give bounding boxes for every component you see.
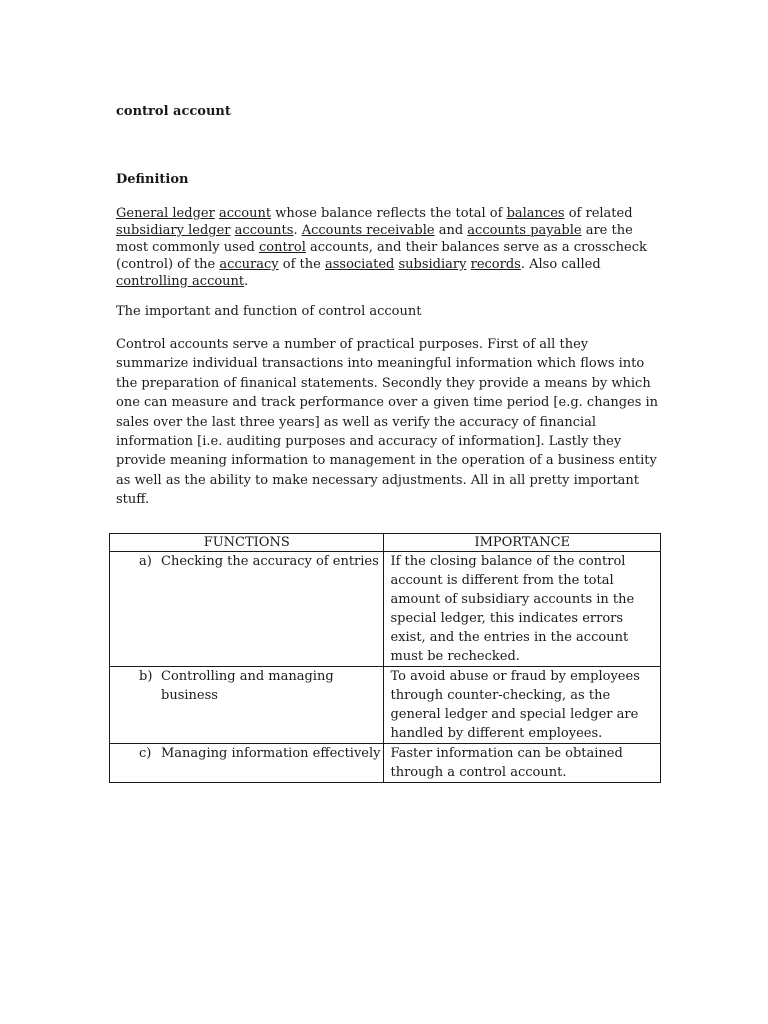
definition-text: accounts, and their balances serve as a crosscheck (control) of the xyxy=(116,240,647,272)
importance-cell: Faster information can be obtained through a control account. xyxy=(384,744,661,783)
definition-text: are the most commonly used xyxy=(116,223,633,255)
definition-text: . xyxy=(244,274,249,289)
definition-link[interactable]: controlling account xyxy=(116,274,245,289)
definition-heading: Definition xyxy=(116,172,189,187)
column-header-functions: FUNCTIONS xyxy=(110,534,384,552)
definition-text: and xyxy=(434,223,468,238)
function-cell xyxy=(110,667,384,744)
functions-table xyxy=(109,533,661,783)
definition-text: . Also called xyxy=(520,257,601,272)
column-header-importance: IMPORTANCE xyxy=(384,534,661,552)
definition-link[interactable]: associated xyxy=(324,257,395,272)
list-marker: c) xyxy=(139,746,152,761)
definition-link[interactable]: accounts payable xyxy=(467,223,582,238)
definition-link[interactable]: control xyxy=(258,240,306,255)
importance-paragraph: Control accounts serve a number of practical purposes. First of all they summarize individual transactions into meaningful information which flows into the preparation of finanical statements. Secondly they provide a means by which one can measure and track performance over a given time period [e.g. changes in sales over the last three years] as well as verify the accuracy of financial information [i.e. auditing purposes and accuracy of information]. Lastly they provide meaning information to management in the operation of a business entity as well as the ability to make necessary adjustments. All in all pretty important stuff. xyxy=(116,337,659,508)
definition-link[interactable]: General ledger xyxy=(116,206,215,221)
definition-paragraph xyxy=(116,205,661,290)
table-row xyxy=(110,552,661,667)
table-header-row xyxy=(110,534,661,552)
list-marker: b) xyxy=(139,669,153,684)
definition-text: of the xyxy=(278,257,325,272)
list-marker: a) xyxy=(139,554,152,569)
definition-link[interactable]: Accounts receivable xyxy=(301,223,435,238)
table-row xyxy=(110,744,661,783)
function-text: Checking the accuracy of entries xyxy=(161,554,379,569)
importance-cell: To avoid abuse or fraud by employees through counter-checking, as the general ledger and special ledger are handled by different employees. xyxy=(384,667,661,744)
definition-text: . xyxy=(293,223,302,238)
definition-link[interactable]: subsidiary ledger xyxy=(116,223,231,238)
definition-link[interactable]: accounts xyxy=(234,223,294,238)
definition-link[interactable]: account xyxy=(218,206,272,221)
definition-text: whose balance reflects the total of xyxy=(271,206,507,221)
definition-text: of related xyxy=(564,206,633,221)
function-cell xyxy=(110,744,384,783)
document-title: control account xyxy=(116,104,231,119)
function-text: Controlling and managing business xyxy=(161,669,334,703)
definition-link[interactable]: balances xyxy=(506,206,565,221)
table-row xyxy=(110,667,661,744)
function-cell xyxy=(110,552,384,667)
importance-heading: The important and function of control account xyxy=(116,304,422,319)
definition-link[interactable]: records xyxy=(470,257,521,272)
function-text: Managing information effectively xyxy=(161,746,381,761)
importance-cell: If the closing balance of the control account is different from the total amount of subsidiary accounts in the special ledger, this indicates errors exist, and the entries in the account must be rechecked. xyxy=(384,552,661,667)
definition-link[interactable]: subsidiary xyxy=(398,257,467,272)
definition-link[interactable]: accuracy xyxy=(219,257,279,272)
